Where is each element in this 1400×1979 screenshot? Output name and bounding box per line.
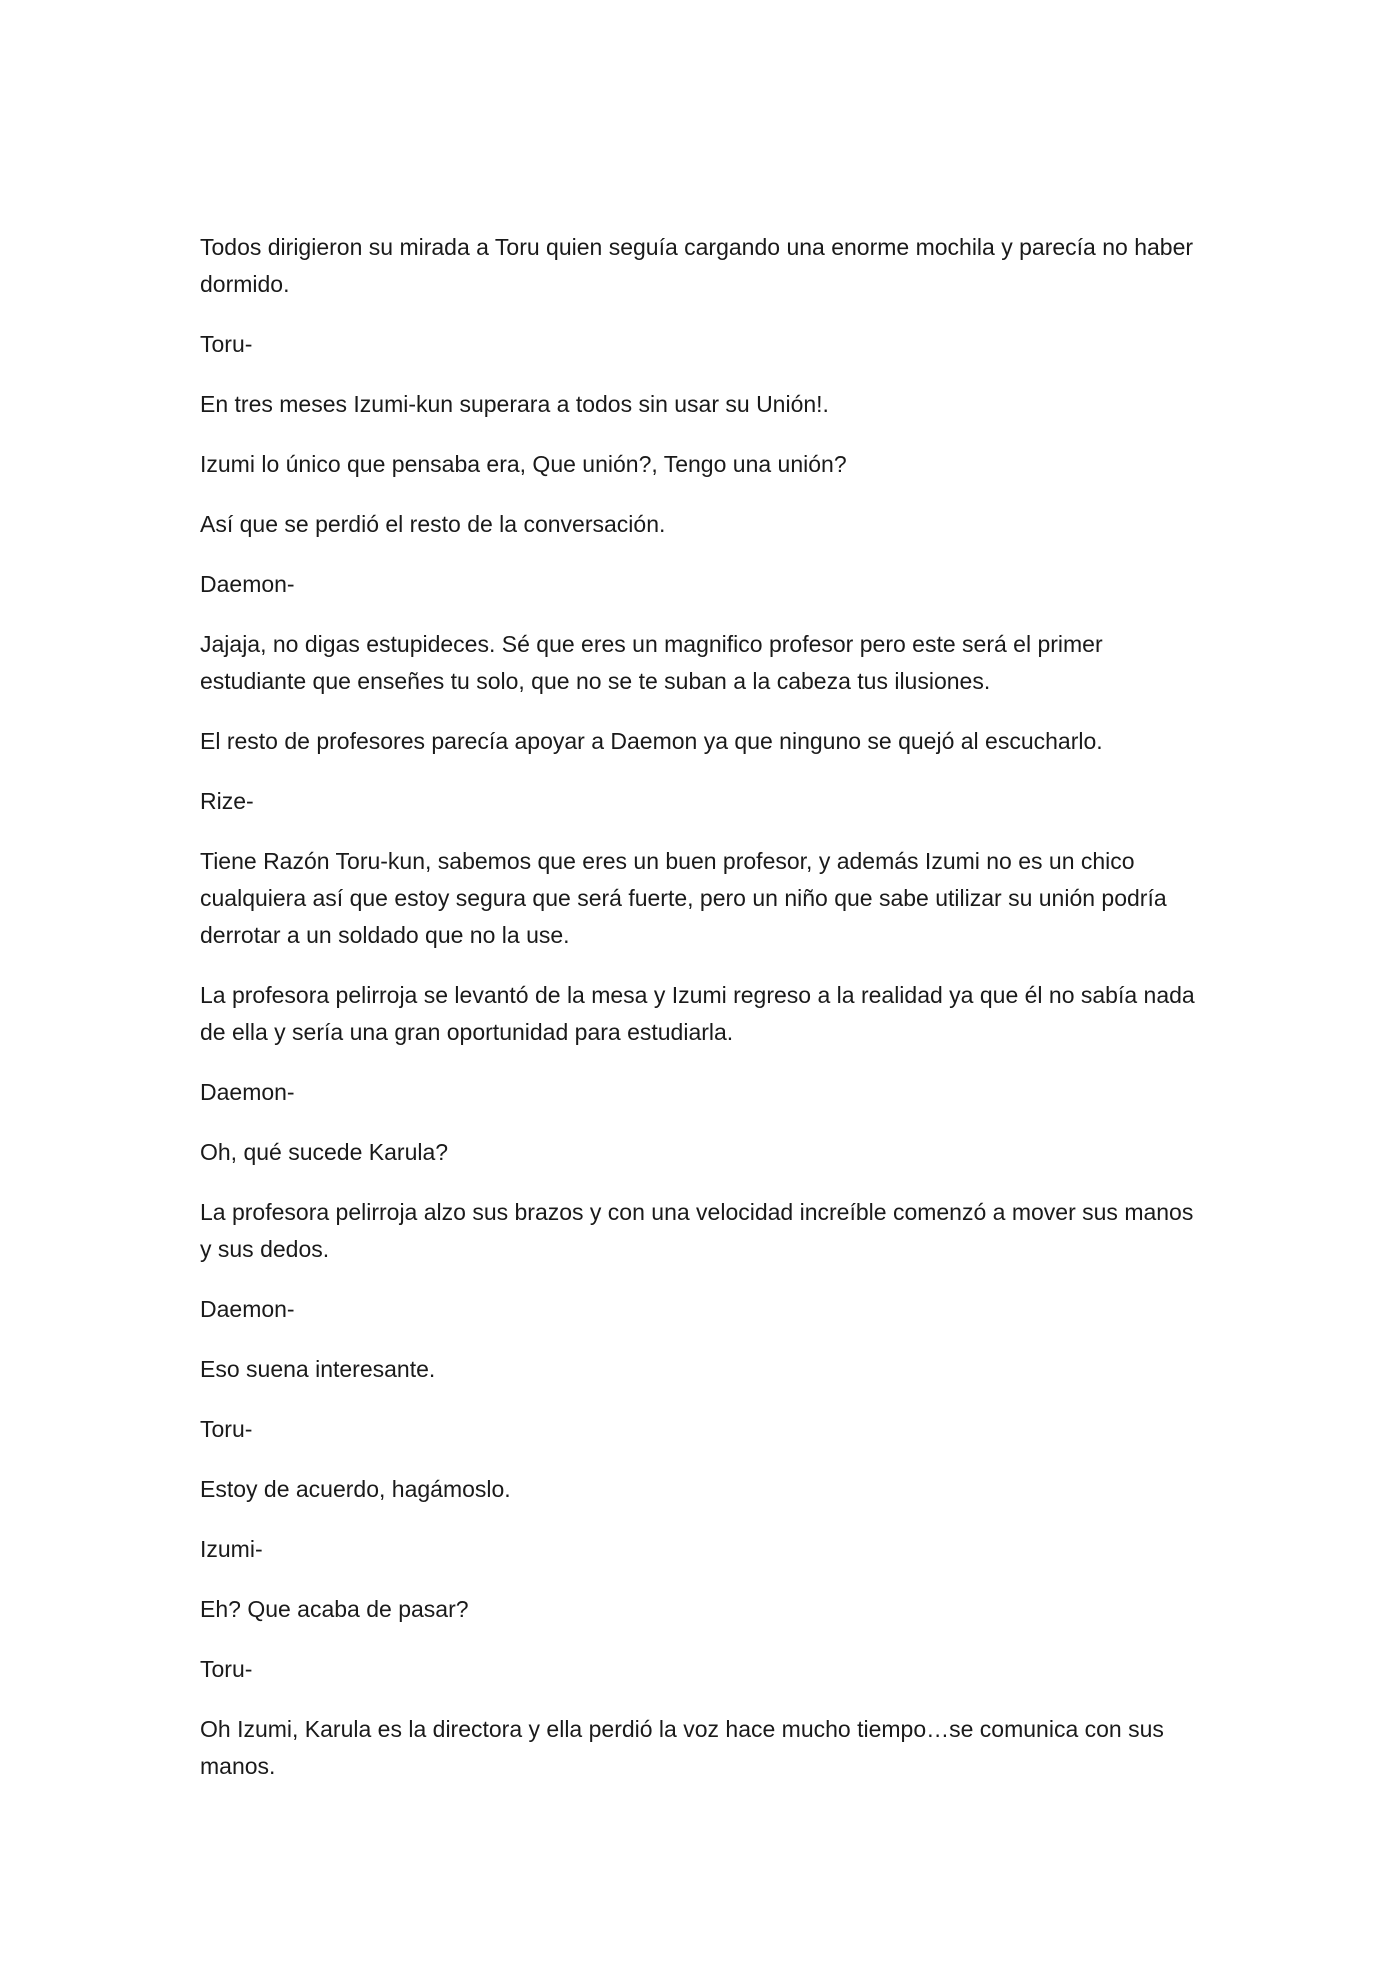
speaker-label: Izumi- bbox=[200, 1536, 263, 1562]
dialogue-line: Oh, qué sucede Karula? bbox=[200, 1139, 449, 1165]
paragraph-narration: Así que se perdió el resto de la conversación. bbox=[200, 511, 666, 537]
dialogue-line: Estoy de acuerdo, hagámoslo. bbox=[200, 1476, 511, 1502]
speaker-label: Rize- bbox=[200, 788, 254, 814]
speaker-label: Daemon- bbox=[200, 571, 295, 597]
paragraph-narration: La profesora pelirroja alzo sus brazos y con una velocidad increíble comenzó a mover sus manos y sus dedos. bbox=[200, 1199, 1194, 1262]
paragraph-narration: El resto de profesores parecía apoyar a Daemon ya que ninguno se quejó al escucharlo. bbox=[200, 728, 1103, 754]
speaker-label: Daemon- bbox=[200, 1296, 295, 1322]
speaker-label: Daemon- bbox=[200, 1079, 295, 1105]
dialogue-line: En tres meses Izumi-kun superara a todos sin usar su Unión!. bbox=[200, 391, 829, 417]
paragraph-narration: Izumi lo único que pensaba era, Que unión?, Tengo una unión? bbox=[200, 451, 847, 477]
paragraph-narration: La profesora pelirroja se levantó de la mesa y Izumi regreso a la realidad ya que él no sabía nada de ella y sería una gran oportunidad para estudiarla. bbox=[200, 982, 1195, 1045]
speaker-label: Toru- bbox=[200, 331, 253, 357]
dialogue-line: Eso suena interesante. bbox=[200, 1356, 436, 1382]
document-body bbox=[200, 229, 1210, 1808]
dialogue-line: Tiene Razón Toru-kun, sabemos que eres un buen profesor, y además Izumi no es un chico cualquiera así que estoy segura que será fuerte, pero un niño que sabe utilizar su unión podría derrotar a un soldado que no la use. bbox=[200, 848, 1167, 948]
dialogue-line: Eh? Que acaba de pasar? bbox=[200, 1596, 469, 1622]
paragraph-narration: Todos dirigieron su mirada a Toru quien seguía cargando una enorme mochila y parecía no haber dormido. bbox=[200, 234, 1194, 297]
dialogue-line: Jajaja, no digas estupideces. Sé que eres un magnifico profesor pero este será el primer estudiante que enseñes tu solo, que no se te suban a la cabeza tus ilusiones. bbox=[200, 631, 1103, 694]
speaker-label: Toru- bbox=[200, 1416, 253, 1442]
dialogue-line: Oh Izumi, Karula es la directora y ella perdió la voz hace mucho tiempo…se comunica con sus manos. bbox=[200, 1716, 1164, 1779]
speaker-label: Toru- bbox=[200, 1656, 253, 1682]
